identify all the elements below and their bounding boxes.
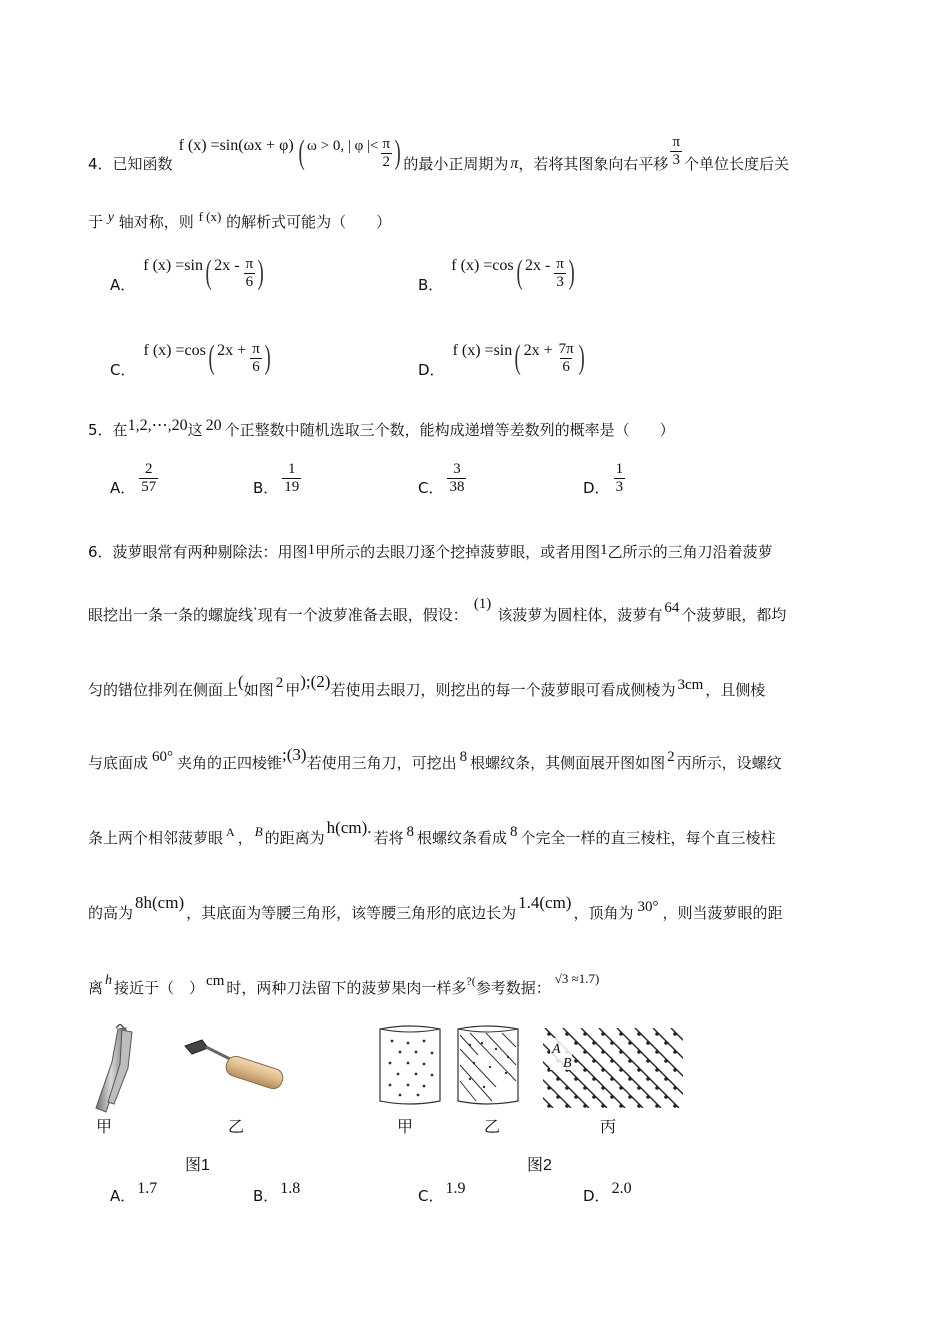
q6-option-a-value: 1.7: [137, 1180, 158, 1197]
q6-option-d[interactable]: [583, 1182, 632, 1203]
q6-3cm: 3cm: [677, 677, 704, 693]
q4-option-a-fraction: [244, 256, 256, 291]
q4-option-b-fraction: [554, 256, 566, 291]
q6-8a: 8: [459, 749, 468, 765]
q4-option-d-inner: 2x +: [523, 342, 553, 359]
q4-option-b-den: 3: [556, 273, 564, 290]
q5-option-c-num: 3: [453, 460, 461, 477]
q4-option-c-lparen: (: [208, 339, 215, 376]
q4-text-5: 于: [88, 213, 104, 231]
q6-l3e: ，且侧棱: [705, 681, 766, 699]
q6-one-1: 1: [307, 542, 316, 558]
q5-option-c-label: C．: [418, 479, 444, 497]
q5-option-d[interactable]: [583, 458, 625, 498]
q6-ref: √3 ≈1.7): [554, 971, 600, 986]
q6-60deg: 60°: [152, 749, 174, 765]
q5-option-b-num: 1: [288, 460, 296, 477]
fig1-tweezer-image: [88, 1024, 148, 1119]
q6-l4d: 根螺纹条，其侧面展开图如图: [470, 754, 666, 772]
q4-cond-rparen: ): [394, 134, 401, 171]
q4-text-3: ，若将其图象向右平移: [518, 155, 669, 173]
q4-option-a-label: A．: [110, 276, 136, 294]
q5-option-b[interactable]: [253, 458, 301, 498]
q4-option-b-pre: f (x) =cos: [451, 257, 514, 274]
q4-option-c-label: C．: [110, 361, 136, 379]
q6-h: h: [105, 973, 113, 988]
q4-option-c-fraction: [250, 341, 262, 376]
q6-l7a: 离: [88, 979, 104, 997]
q4-shift-den: 3: [672, 151, 680, 168]
q6-option-c-value: 1.9: [445, 1180, 466, 1197]
q6-line6: [88, 893, 783, 924]
q6-l6c: ，顶角为: [573, 904, 634, 922]
q6-l5b: 的距离为: [264, 829, 325, 847]
q6-l5e: 个完全一样的直三棱柱，每个直三棱柱: [520, 829, 776, 847]
q5-text-3: 个正整数中随机选取三个数，能构成递增等差数列的概率是（ ）: [224, 421, 675, 439]
q5-option-c-den: 38: [449, 478, 465, 495]
q6-l5a: 条上两个相邻菠萝眼: [88, 829, 224, 847]
q6-lparen: (: [238, 672, 244, 691]
q6-30deg: 30°: [637, 899, 659, 915]
q6-option-b-value: 1.8: [280, 1180, 301, 1197]
q6-q: ?(: [466, 974, 476, 988]
q6-line7: [88, 971, 600, 1000]
q4-option-d-label: D．: [418, 361, 445, 379]
q6-8h: 8h(cm): [135, 893, 185, 912]
q4-shift-num: π: [672, 133, 681, 150]
q5-sequence: 1,2,⋯,20: [127, 417, 188, 434]
q4-option-a-pre: f (x) =sin: [143, 257, 203, 274]
q4-number: 4．: [88, 155, 113, 173]
q4-option-d-pre: f (x) =sin: [452, 342, 513, 359]
q4-shift-fraction: [670, 134, 682, 169]
fig1-label-yi: 乙: [228, 1117, 245, 1136]
q4-text-1: 已知函数: [112, 155, 173, 173]
q4-option-b-rparen: ): [568, 254, 575, 291]
q6-l3d: 若使用去眼刀，则挖出的每一个菠萝眼可看成侧棱为: [330, 681, 676, 699]
q6-base: 1.4(cm): [518, 893, 572, 912]
q4-option-c-num: π: [252, 340, 260, 357]
fig1-knife-image: [180, 1032, 295, 1097]
q6-line2: [88, 596, 787, 626]
q4-option-b-inner: 2x -: [524, 257, 551, 274]
q4-text-7: 的解析式可能为（ ）: [226, 213, 392, 231]
q6-number: 6．: [88, 543, 113, 561]
q6-l3c: 甲: [285, 681, 301, 699]
q5-option-d-fraction: [614, 461, 626, 496]
q4-text-4: 个单位长度后关: [684, 155, 790, 173]
q6-two-2: 2: [667, 749, 675, 765]
q6-p2: );(2): [300, 672, 331, 691]
q5-option-a-fraction: [139, 461, 158, 496]
q6-l7d: 参考数据：: [475, 979, 551, 997]
q5-text-1: 在: [112, 421, 128, 439]
fig2-point-a: A: [552, 1042, 561, 1057]
q5-option-a-den: 57: [141, 478, 157, 495]
q6-l1b: 甲所示的去眼刀逐个挖掉菠萝眼，或者用图: [315, 543, 601, 561]
q5-option-a[interactable]: [110, 458, 158, 498]
q4-cond-fraction: [380, 136, 392, 171]
q4-option-d-rparen: ): [578, 339, 585, 376]
q5-option-a-num: 2: [145, 460, 153, 477]
q6-l5d: 根螺纹条看成: [417, 829, 508, 847]
q6-line3: [88, 672, 766, 701]
q6-B: B: [254, 824, 263, 839]
q4-option-c[interactable]: [110, 335, 273, 381]
q6-option-c[interactable]: [418, 1182, 465, 1203]
q6-option-a-label: A．: [110, 1187, 136, 1205]
q6-comma: ，: [237, 829, 253, 847]
q4-option-a-rparen: ): [257, 254, 264, 291]
q4-text-6: 轴对称，则: [118, 213, 194, 231]
q6-l6d: ，则当菠萝眼的距: [662, 904, 783, 922]
q6-64: 64: [664, 600, 680, 616]
q6-line1: [88, 542, 773, 563]
q4-option-d-fraction: [557, 341, 576, 376]
q6-dot: ·: [253, 600, 258, 618]
q4-option-b-lparen: (: [516, 254, 523, 291]
q6-l5c: 若将: [373, 829, 404, 847]
q4-option-a-num: π: [245, 255, 254, 272]
q5-option-b-den: 19: [284, 478, 300, 495]
q4-y: y: [107, 210, 115, 225]
q6-l2c: 该菠萝为圆柱体，菠萝有: [497, 606, 663, 624]
q4-option-d-lparen: (: [514, 339, 522, 376]
q4-function: f (x) =sin(ωx + φ): [178, 137, 294, 154]
q6-option-d-label: D．: [583, 1187, 610, 1205]
q6-8b: 8: [406, 824, 415, 840]
q6-l7c: 时，两种刀法留下的菠萝果肉一样多: [226, 979, 467, 997]
q6-one-2: 1: [600, 542, 608, 558]
q5-count: 20: [205, 417, 222, 434]
q6-option-a[interactable]: [110, 1182, 157, 1203]
fig1-caption: 图1: [185, 1157, 210, 1174]
q4-option-c-inner: 2x +: [217, 342, 247, 359]
q4-option-a[interactable]: [110, 250, 267, 296]
q4-text-2: 的最小正周期为: [403, 155, 509, 173]
q4-line2: [88, 209, 392, 234]
q6-l4b: 夹角的正四棱锥: [177, 754, 283, 772]
q6-two: 2: [275, 675, 284, 691]
fig2-unrolled-bing: [543, 1028, 683, 1108]
q6-option-b[interactable]: [253, 1182, 300, 1203]
q4-option-c-pre: f (x) =cos: [143, 342, 206, 359]
fig2-label-bing: 丙: [600, 1117, 617, 1136]
q6-option-c-label: C．: [418, 1187, 444, 1205]
q5-option-d-label: D．: [583, 479, 610, 497]
q5-option-b-fraction: [282, 461, 301, 496]
q5-number: 5．: [88, 421, 113, 439]
q6-p3: ;(3): [282, 745, 307, 764]
q4-option-b-num: π: [556, 255, 564, 272]
q6-cm: cm: [206, 973, 225, 989]
q6-l7b: 接近于（ ）: [114, 979, 205, 997]
q4-cond-num: π: [382, 135, 391, 152]
q6-8c: 8: [510, 824, 518, 840]
q4-condition: ω > 0, | φ |<: [307, 138, 379, 154]
q4-cond-den: 2: [382, 153, 391, 170]
q4-option-d-den: 6: [562, 358, 570, 375]
fig2-label-yi: 乙: [484, 1117, 501, 1136]
q6-l6b: ，其底面为等腰三角形，该等腰三角形的底边长为: [186, 904, 517, 922]
q4-option-b[interactable]: [418, 250, 577, 296]
q5-option-c-fraction: [447, 461, 466, 496]
q4-cond-lparen: (: [298, 134, 305, 171]
q6-line5: [88, 818, 776, 849]
q6-l1a: 菠萝眼常有两种剔除法：用图: [112, 543, 308, 561]
fig2-label-jia: 甲: [397, 1117, 414, 1136]
q6-l3a: 匀的错位排列在侧面上: [88, 681, 239, 699]
q6-l4e: 丙所示，设螺纹: [676, 754, 782, 772]
q4-option-a-den: 6: [245, 273, 254, 290]
q4-option-a-inner: 2x -: [214, 257, 240, 274]
q5-option-b-label: B．: [253, 479, 279, 497]
q4-option-a-lparen: (: [205, 254, 212, 291]
q5-option-d-num: 1: [615, 460, 624, 477]
q4-pi: π: [510, 155, 519, 172]
q6-A: A: [226, 825, 235, 839]
q6-l1c: 乙所示的三角刀沿着菠萝: [607, 543, 773, 561]
fig2-cylinder-jia: [378, 1025, 442, 1107]
q4-option-c-rparen: ): [264, 339, 271, 376]
q5-line1: [88, 417, 675, 440]
q6-p1: (1): [473, 596, 492, 612]
q6-l2d: 个菠萝眼，都均: [681, 606, 787, 624]
q6-l4a: 与底面成: [88, 754, 149, 772]
q5-option-d-den: 3: [615, 478, 624, 495]
fig2-caption: 图2: [527, 1157, 552, 1174]
q6-l6a: 的高为: [88, 904, 134, 922]
q4-fx: f (x): [198, 209, 222, 224]
fig2-cylinder-yi: [456, 1025, 520, 1107]
q6-hcm: h(cm).: [326, 818, 372, 837]
q6-l3b: 如图: [243, 681, 274, 699]
q6-option-d-value: 2.0: [611, 1180, 632, 1197]
q6-line4: [88, 745, 782, 774]
q4-option-d-num: 7π: [558, 340, 574, 357]
q4-option-d[interactable]: [418, 335, 587, 381]
q6-option-b-label: B．: [253, 1187, 279, 1205]
q6-l2b: 现有一个波萝准备去眼，假设：: [257, 606, 468, 624]
q6-l2a: 眼挖出一条一条的螺旋线: [88, 606, 254, 624]
q4-line1: [88, 128, 789, 178]
q6-l4c: 若使用三角刀，可挖出: [306, 754, 457, 772]
q5-option-c[interactable]: [418, 458, 466, 498]
q4-option-c-den: 6: [252, 358, 260, 375]
fig2-point-b: B: [563, 1056, 572, 1071]
fig1-label-jia: 甲: [96, 1117, 113, 1136]
q4-option-b-label: B．: [418, 276, 444, 294]
q5-text-2: 这: [187, 421, 203, 439]
q5-option-a-label: A．: [110, 479, 136, 497]
